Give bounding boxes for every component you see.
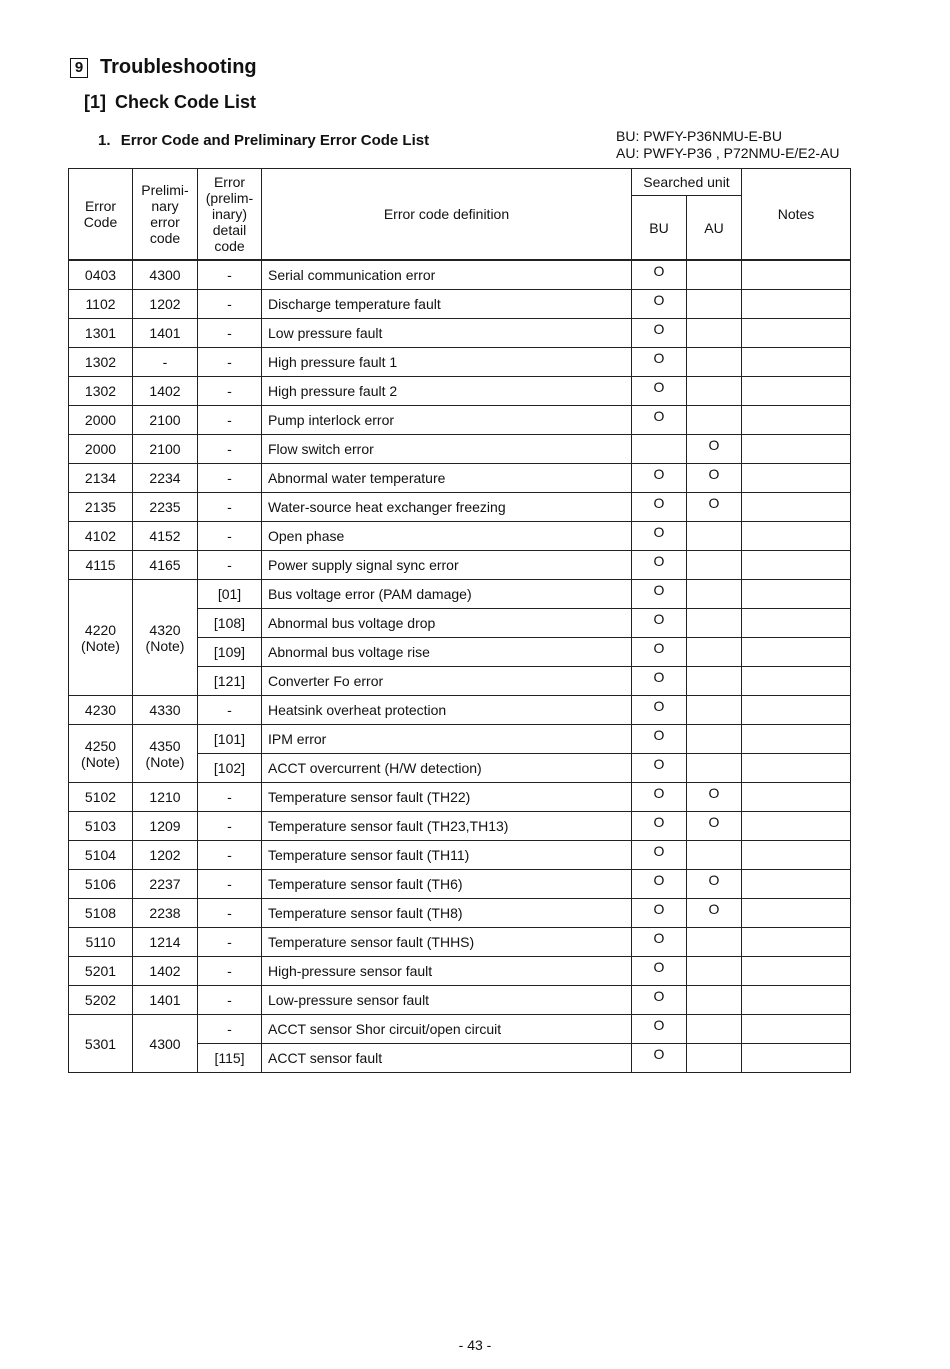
error-code-cell: 2000: [69, 406, 133, 435]
notes-cell: [742, 377, 851, 406]
au-mark-cell: [687, 406, 742, 435]
detail-code-cell: -: [198, 319, 262, 348]
header-error-code: [69, 169, 133, 261]
au-mark-cell: [687, 696, 742, 725]
table-row: [69, 551, 851, 580]
bu-mark-cell: O: [632, 725, 687, 754]
au-mark-cell: [687, 754, 742, 783]
au-mark-cell: [687, 1015, 742, 1044]
au-mark-cell: O: [687, 783, 742, 812]
error-definition-cell: Abnormal water temperature: [262, 464, 632, 493]
error-code-cell: 5106: [69, 870, 133, 899]
detail-code-cell: -: [198, 841, 262, 870]
error-definition-cell: Temperature sensor fault (THHS): [262, 928, 632, 957]
error-code-cell: 5104: [69, 841, 133, 870]
notes-cell: [742, 290, 851, 319]
preliminary-code-cell: 1401: [133, 319, 198, 348]
bu-mark-cell: O: [632, 1044, 687, 1073]
header-error-code-text: Error Code: [83, 198, 118, 230]
error-definition-cell: Temperature sensor fault (TH22): [262, 783, 632, 812]
error-code-cell: 2134: [69, 464, 133, 493]
error-code-cell: 4102: [69, 522, 133, 551]
error-code-cell: 5103: [69, 812, 133, 841]
preliminary-code-cell: 1214: [133, 928, 198, 957]
bu-mark-cell: O: [632, 667, 687, 696]
error-definition-cell: High-pressure sensor fault: [262, 957, 632, 986]
detail-code-cell: -: [198, 406, 262, 435]
preliminary-code-cell: 4165: [133, 551, 198, 580]
au-mark-cell: [687, 957, 742, 986]
page-number: - 43 -: [458, 1337, 492, 1353]
table-row: [69, 812, 851, 841]
error-definition-cell: ACCT overcurrent (H/W detection): [262, 754, 632, 783]
table-header: [69, 169, 851, 261]
error-definition-cell: Temperature sensor fault (TH6): [262, 870, 632, 899]
au-mark-cell: [687, 928, 742, 957]
header-searched-unit: [632, 169, 742, 196]
detail-code-cell: [108]: [198, 609, 262, 638]
error-definition-cell: Low-pressure sensor fault: [262, 986, 632, 1015]
detail-code-cell: -: [198, 812, 262, 841]
preliminary-code-cell: 1210: [133, 783, 198, 812]
au-mark-cell: [687, 260, 742, 290]
notes-cell: [742, 1044, 851, 1073]
error-definition-cell: Low pressure fault: [262, 319, 632, 348]
notes-cell: [742, 609, 851, 638]
error-definition-cell: Power supply signal sync error: [262, 551, 632, 580]
error-code-table: [68, 168, 851, 1073]
header-preliminary-code-text: Prelimi- nary error code: [141, 182, 189, 246]
table-row: [69, 870, 851, 899]
notes-cell: [742, 870, 851, 899]
bu-mark-cell: O: [632, 638, 687, 667]
notes-cell: [742, 464, 851, 493]
au-mark-cell: [687, 551, 742, 580]
detail-code-cell: -: [198, 696, 262, 725]
detail-code-cell: -: [198, 551, 262, 580]
notes-cell: [742, 638, 851, 667]
error-code-cell: 4230: [69, 696, 133, 725]
detail-code-cell: [01]: [198, 580, 262, 609]
table-row: [69, 580, 851, 609]
preliminary-code-cell: -: [133, 348, 198, 377]
notes-cell: [742, 725, 851, 754]
detail-code-cell: -: [198, 899, 262, 928]
notes-cell: [742, 783, 851, 812]
error-definition-cell: Temperature sensor fault (TH8): [262, 899, 632, 928]
error-code-cell: 4115: [69, 551, 133, 580]
au-mark-cell: [687, 522, 742, 551]
table-row: [69, 464, 851, 493]
preliminary-code-cell: 1202: [133, 290, 198, 319]
notes-cell: [742, 406, 851, 435]
bu-mark-cell: O: [632, 841, 687, 870]
au-mark-cell: [687, 377, 742, 406]
table-row: [69, 319, 851, 348]
detail-code-cell: [115]: [198, 1044, 262, 1073]
error-definition-cell: Water-source heat exchanger freezing: [262, 493, 632, 522]
error-code-cell: 1302: [69, 348, 133, 377]
error-definition-cell: Serial communication error: [262, 260, 632, 290]
au-mark-cell: O: [687, 464, 742, 493]
error-definition-cell: Abnormal bus voltage rise: [262, 638, 632, 667]
table-row: [69, 435, 851, 464]
au-mark-cell: [687, 580, 742, 609]
header-au: [687, 196, 742, 261]
au-mark-cell: O: [687, 870, 742, 899]
notes-cell: [742, 986, 851, 1015]
error-definition-cell: Discharge temperature fault: [262, 290, 632, 319]
detail-code-cell: [109]: [198, 638, 262, 667]
preliminary-code-cell: 4330: [133, 696, 198, 725]
notes-cell: [742, 435, 851, 464]
bu-mark-cell: O: [632, 377, 687, 406]
bu-mark-cell: O: [632, 551, 687, 580]
bu-mark-cell: O: [632, 348, 687, 377]
au-mark-cell: O: [687, 812, 742, 841]
detail-code-cell: -: [198, 928, 262, 957]
detail-code-cell: -: [198, 986, 262, 1015]
table-row: [69, 522, 851, 551]
au-mark-cell: [687, 667, 742, 696]
error-definition-cell: Converter Fo error: [262, 667, 632, 696]
error-definition-cell: ACCT sensor Shor circuit/open circuit: [262, 1015, 632, 1044]
header-notes: [742, 169, 851, 261]
notes-cell: [742, 812, 851, 841]
table-row: [69, 290, 851, 319]
notes-cell: [742, 580, 851, 609]
error-definition-cell: Flow switch error: [262, 435, 632, 464]
bu-mark-cell: O: [632, 580, 687, 609]
table-row: [69, 841, 851, 870]
notes-cell: [742, 696, 851, 725]
preliminary-code-cell: 2238: [133, 899, 198, 928]
detail-code-cell: -: [198, 493, 262, 522]
header-bu-text: BU: [649, 219, 669, 236]
au-mark-cell: [687, 319, 742, 348]
bu-mark-cell: O: [632, 870, 687, 899]
subsection-number: [1]: [84, 92, 106, 112]
table-row: [69, 928, 851, 957]
notes-cell: [742, 667, 851, 696]
bu-mark-cell: O: [632, 319, 687, 348]
bu-mark-cell: O: [632, 493, 687, 522]
detail-code-cell: [121]: [198, 667, 262, 696]
error-code-cell: 2000: [69, 435, 133, 464]
au-mark-cell: [687, 348, 742, 377]
preliminary-code-cell: 2100: [133, 435, 198, 464]
bu-mark-cell: O: [632, 754, 687, 783]
preliminary-code-cell: 1402: [133, 957, 198, 986]
au-mark-cell: O: [687, 493, 742, 522]
preliminary-code-cell: 1402: [133, 377, 198, 406]
bu-mark-cell: O: [632, 522, 687, 551]
notes-cell: [742, 522, 851, 551]
preliminary-code-cell: 2235: [133, 493, 198, 522]
au-mark-cell: [687, 638, 742, 667]
error-definition-cell: Pump interlock error: [262, 406, 632, 435]
header-preliminary-code: [133, 169, 198, 261]
preliminary-code-cell: 4300: [133, 260, 198, 290]
detail-code-cell: -: [198, 348, 262, 377]
notes-cell: [742, 754, 851, 783]
au-mark-cell: [687, 841, 742, 870]
notes-cell: [742, 899, 851, 928]
notes-cell: [742, 551, 851, 580]
header-detail-code: [198, 169, 262, 261]
bu-mark-cell: O: [632, 928, 687, 957]
preliminary-code-cell: 4152: [133, 522, 198, 551]
error-code-cell: 5108: [69, 899, 133, 928]
error-code-cell: 2135: [69, 493, 133, 522]
au-mark-cell: [687, 609, 742, 638]
table-row: [69, 377, 851, 406]
list-title: [98, 132, 429, 149]
preliminary-code-cell: 4320 (Note): [133, 580, 198, 696]
preliminary-code-cell: 1202: [133, 841, 198, 870]
error-code-cell: 5102: [69, 783, 133, 812]
error-code-cell: 0403: [69, 260, 133, 290]
table-row: [69, 986, 851, 1015]
list-number: 1.: [98, 132, 111, 149]
bu-mark-cell: O: [632, 899, 687, 928]
section-number-box: 9: [70, 58, 88, 78]
notes-cell: [742, 319, 851, 348]
error-code-cell: 1102: [69, 290, 133, 319]
detail-code-cell: -: [198, 783, 262, 812]
notes-cell: [742, 260, 851, 290]
detail-code-cell: -: [198, 1015, 262, 1044]
table-row: [69, 696, 851, 725]
list-title-text: Error Code and Preliminary Error Code List: [120, 132, 430, 149]
au-mark-cell: O: [687, 899, 742, 928]
preliminary-code-cell: 1209: [133, 812, 198, 841]
bu-mark-cell: O: [632, 696, 687, 725]
model-bu: BU: PWFY-P36NMU-E-BU: [616, 128, 782, 144]
notes-cell: [742, 841, 851, 870]
notes-cell: [742, 1015, 851, 1044]
table-row: [69, 406, 851, 435]
detail-code-cell: -: [198, 870, 262, 899]
error-definition-cell: Heatsink overheat protection: [262, 696, 632, 725]
error-definition-cell: High pressure fault 2: [262, 377, 632, 406]
table-row: [69, 348, 851, 377]
error-code-cell: 5201: [69, 957, 133, 986]
preliminary-code-cell: 2100: [133, 406, 198, 435]
model-info: [616, 128, 840, 162]
section-title-text: Troubleshooting: [100, 56, 257, 78]
model-au: AU: PWFY-P36 , P72NMU-E/E2-AU: [616, 145, 840, 161]
error-code-cell: 1301: [69, 319, 133, 348]
error-code-cell: 5110: [69, 928, 133, 957]
error-code-cell: 5202: [69, 986, 133, 1015]
table-row: [69, 260, 851, 290]
error-code-cell: 4250 (Note): [69, 725, 133, 783]
header-bu: [632, 196, 687, 261]
subsection-title: [84, 92, 256, 113]
section-title: [70, 56, 257, 79]
bu-mark-cell: O: [632, 986, 687, 1015]
table-row: [69, 1015, 851, 1044]
preliminary-code-cell: 4300: [133, 1015, 198, 1073]
detail-code-cell: -: [198, 957, 262, 986]
bu-mark-cell: O: [632, 957, 687, 986]
notes-cell: [742, 928, 851, 957]
table-row: [69, 493, 851, 522]
au-mark-cell: [687, 1044, 742, 1073]
au-mark-cell: [687, 290, 742, 319]
bu-mark-cell: O: [632, 783, 687, 812]
au-mark-cell: [687, 725, 742, 754]
header-definition: [262, 169, 632, 261]
detail-code-cell: -: [198, 464, 262, 493]
preliminary-code-cell: 1401: [133, 986, 198, 1015]
table-body: [69, 260, 851, 1073]
notes-cell: [742, 957, 851, 986]
au-mark-cell: O: [687, 435, 742, 464]
header-definition-text: Error code definition: [383, 206, 510, 222]
table-row: [69, 783, 851, 812]
notes-cell: [742, 348, 851, 377]
bu-mark-cell: O: [632, 260, 687, 290]
error-definition-cell: Abnormal bus voltage drop: [262, 609, 632, 638]
bu-mark-cell: O: [632, 609, 687, 638]
error-definition-cell: Temperature sensor fault (TH23,TH13): [262, 812, 632, 841]
detail-code-cell: -: [198, 522, 262, 551]
bu-mark-cell: O: [632, 812, 687, 841]
bu-mark-cell: O: [632, 464, 687, 493]
bu-mark-cell: O: [632, 1015, 687, 1044]
error-definition-cell: Bus voltage error (PAM damage): [262, 580, 632, 609]
error-definition-cell: Temperature sensor fault (TH11): [262, 841, 632, 870]
error-code-cell: 5301: [69, 1015, 133, 1073]
preliminary-code-cell: 2237: [133, 870, 198, 899]
preliminary-code-cell: 4350 (Note): [133, 725, 198, 783]
header-searched-unit-text: Searched unit: [643, 174, 730, 190]
bu-mark-cell: O: [632, 406, 687, 435]
header-notes-text: Notes: [777, 206, 815, 222]
subsection-title-text: Check Code List: [115, 92, 257, 112]
table-row: [69, 725, 851, 754]
detail-code-cell: -: [198, 377, 262, 406]
error-code-cell: 4220 (Note): [69, 580, 133, 696]
header-au-text: AU: [704, 219, 724, 236]
error-definition-cell: Open phase: [262, 522, 632, 551]
detail-code-cell: [102]: [198, 754, 262, 783]
bu-mark-cell: [632, 435, 687, 464]
detail-code-cell: [101]: [198, 725, 262, 754]
header-detail-code-text: Error (prelim- inary) detail code: [205, 174, 254, 254]
preliminary-code-cell: 2234: [133, 464, 198, 493]
table-row: [69, 957, 851, 986]
error-code-cell: 1302: [69, 377, 133, 406]
table-row: [69, 899, 851, 928]
error-definition-cell: IPM error: [262, 725, 632, 754]
detail-code-cell: -: [198, 290, 262, 319]
detail-code-cell: -: [198, 260, 262, 290]
au-mark-cell: [687, 986, 742, 1015]
bu-mark-cell: O: [632, 290, 687, 319]
error-definition-cell: ACCT sensor fault: [262, 1044, 632, 1073]
detail-code-cell: -: [198, 435, 262, 464]
error-definition-cell: High pressure fault 1: [262, 348, 632, 377]
notes-cell: [742, 493, 851, 522]
